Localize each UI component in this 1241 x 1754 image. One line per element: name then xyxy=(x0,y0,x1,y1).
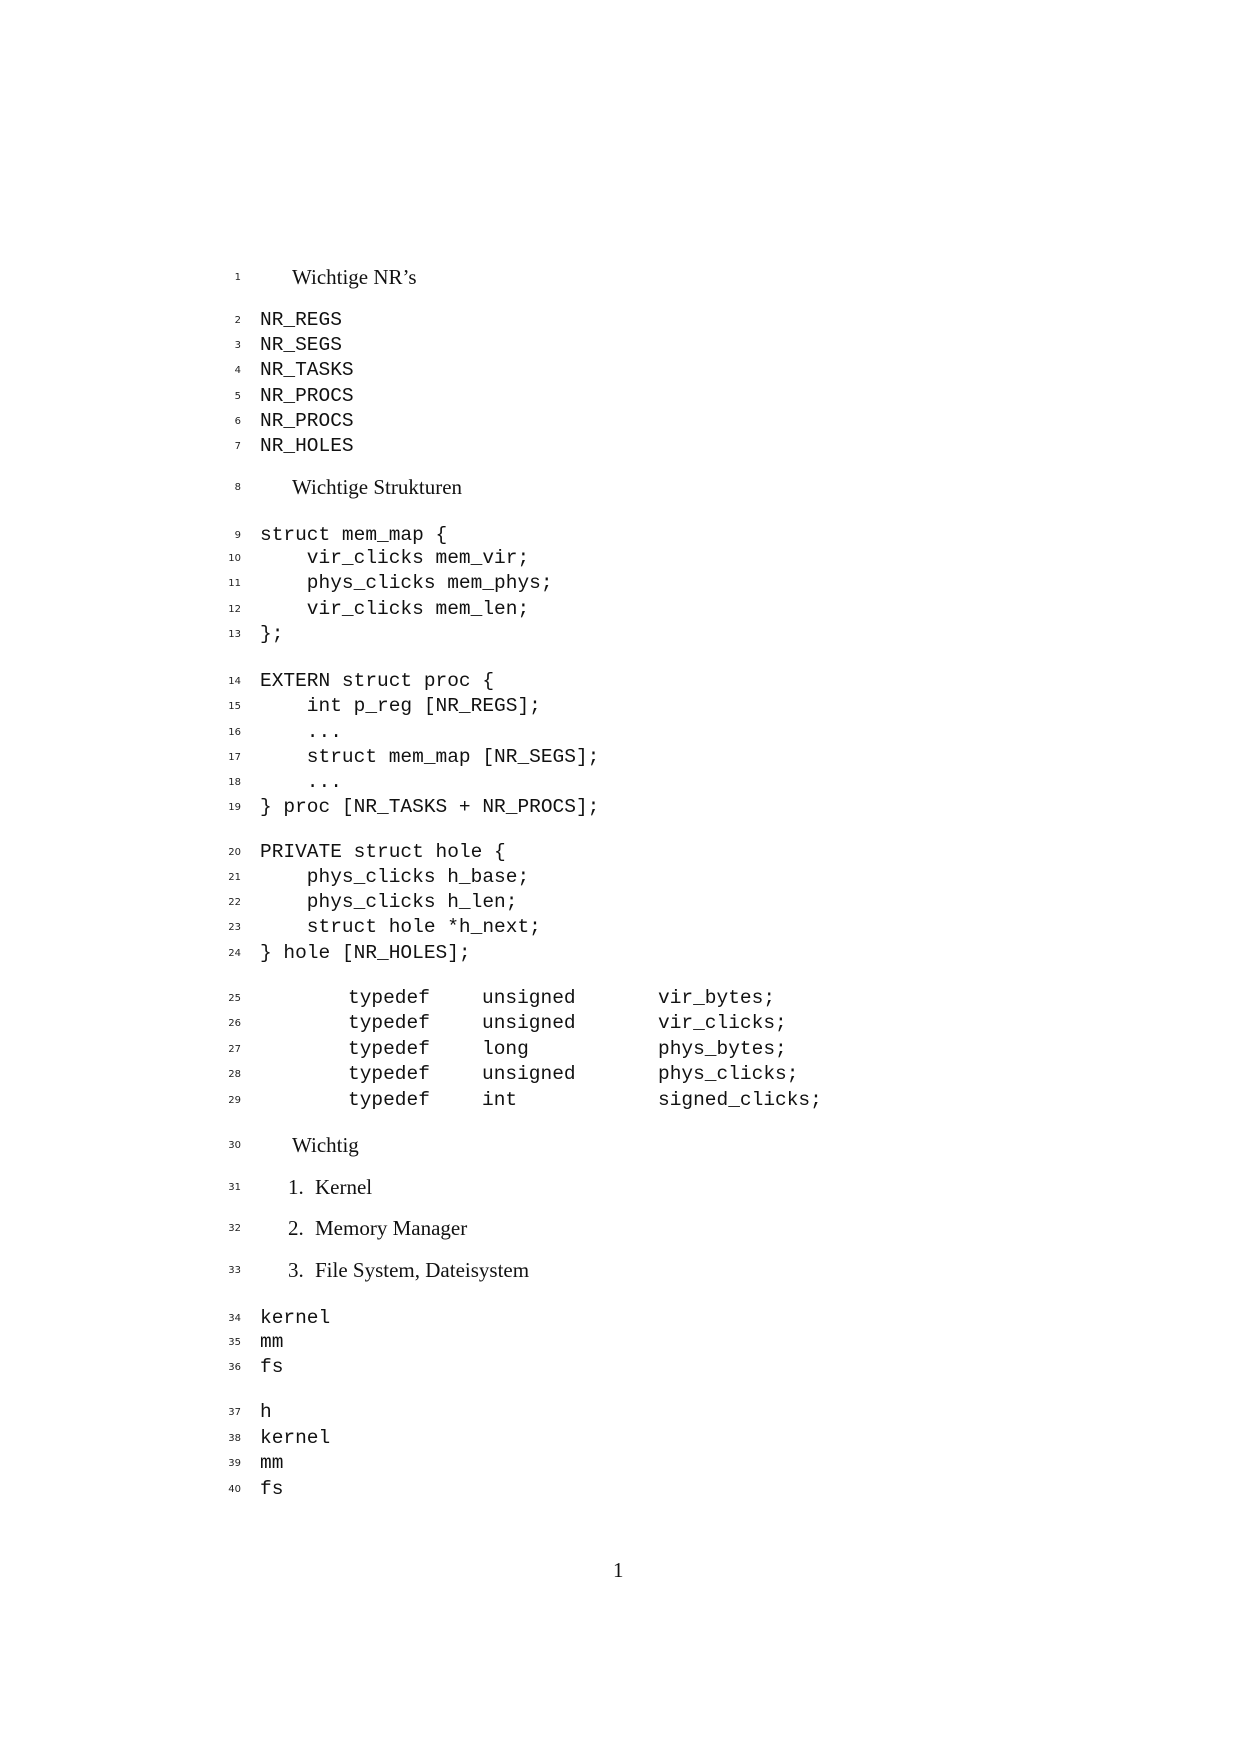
code-line: NR_SEGS xyxy=(260,334,342,356)
list-item: Kernel xyxy=(315,1175,373,1199)
code-line: struct hole *h_next; xyxy=(260,916,541,938)
line-number: 16 xyxy=(228,727,241,738)
line-number: 27 xyxy=(228,1044,241,1055)
line-number: 26 xyxy=(228,1018,241,1029)
line-number: 2 xyxy=(234,315,241,326)
line-number: 5 xyxy=(234,391,241,402)
line-number: 35 xyxy=(228,1337,241,1348)
code-line: struct mem_map [NR_SEGS]; xyxy=(260,746,600,768)
line-number: 21 xyxy=(228,872,241,883)
line-number: 19 xyxy=(228,802,241,813)
line-number: 15 xyxy=(228,701,241,712)
line-number: 7 xyxy=(234,441,241,452)
line-number: 1 xyxy=(234,272,241,283)
code-line: fs xyxy=(260,1356,284,1378)
typedef-column: typedef xyxy=(348,1038,430,1060)
line-number: 8 xyxy=(234,482,241,493)
line-number: 25 xyxy=(228,993,241,1004)
code-line: ... xyxy=(260,721,342,743)
line-number: 29 xyxy=(228,1095,241,1106)
line-number: 38 xyxy=(228,1433,241,1444)
section-heading: Wichtige NR’s xyxy=(292,265,417,289)
line-number: 34 xyxy=(228,1313,241,1324)
code-line: struct mem_map { xyxy=(260,524,448,546)
code-line: ... xyxy=(260,771,342,793)
code-line: } hole [NR_HOLES]; xyxy=(260,942,471,964)
code-line: phys_clicks h_len; xyxy=(260,891,518,913)
line-number: 23 xyxy=(228,922,241,933)
line-number: 4 xyxy=(234,365,241,376)
line-number: 3 xyxy=(234,340,241,351)
typedef-column: phys_clicks; xyxy=(658,1063,799,1085)
line-number: 12 xyxy=(228,604,241,615)
code-line: phys_clicks h_base; xyxy=(260,866,530,888)
typedef-column: typedef xyxy=(348,1012,430,1034)
typedef-column: unsigned xyxy=(482,1012,576,1034)
line-number: 18 xyxy=(228,777,241,788)
line-number: 10 xyxy=(228,553,241,564)
code-line: vir_clicks mem_len; xyxy=(260,598,530,620)
code-line: fs xyxy=(260,1478,284,1500)
typedef-column: unsigned xyxy=(482,987,576,1009)
line-number: 17 xyxy=(228,752,241,763)
line-number: 30 xyxy=(228,1140,241,1151)
typedef-column: typedef xyxy=(348,1089,430,1111)
list-number: 1. xyxy=(288,1175,304,1199)
line-number: 33 xyxy=(228,1265,241,1276)
code-line: EXTERN struct proc { xyxy=(260,670,495,692)
code-line: vir_clicks mem_vir; xyxy=(260,547,530,569)
list-number: 3. xyxy=(288,1258,304,1282)
line-number: 40 xyxy=(228,1484,241,1495)
line-number: 37 xyxy=(228,1407,241,1418)
line-number: 36 xyxy=(228,1362,241,1373)
typedef-column: vir_bytes; xyxy=(658,987,776,1009)
typedef-column: phys_bytes; xyxy=(658,1038,787,1060)
line-number: 14 xyxy=(228,676,241,687)
line-number: 11 xyxy=(228,578,241,589)
line-number: 20 xyxy=(228,847,241,858)
line-number: 28 xyxy=(228,1069,241,1080)
line-number: 31 xyxy=(228,1182,241,1193)
typedef-column: typedef xyxy=(348,987,430,1009)
code-line: PRIVATE struct hole { xyxy=(260,841,506,863)
line-number: 6 xyxy=(234,416,241,427)
code-line: }; xyxy=(260,623,284,645)
code-line: NR_HOLES xyxy=(260,435,354,457)
code-line: h xyxy=(260,1401,272,1423)
typedef-column: signed_clicks; xyxy=(658,1089,822,1111)
line-number: 24 xyxy=(228,948,241,959)
line-number: 22 xyxy=(228,897,241,908)
code-line: NR_TASKS xyxy=(260,359,354,381)
code-line: kernel xyxy=(260,1307,331,1329)
code-line: int p_reg [NR_REGS]; xyxy=(260,695,541,717)
typedef-column: vir_clicks; xyxy=(658,1012,787,1034)
line-number: 39 xyxy=(228,1458,241,1469)
typedef-column: long xyxy=(482,1038,529,1060)
code-line: NR_REGS xyxy=(260,309,342,331)
section-heading: Wichtige Strukturen xyxy=(292,475,463,499)
typedef-column: unsigned xyxy=(482,1063,576,1085)
line-number: 13 xyxy=(228,629,241,640)
code-line: NR_PROCS xyxy=(260,410,354,432)
line-number: 32 xyxy=(228,1223,241,1234)
line-number: 9 xyxy=(234,530,241,541)
section-heading: Wichtig xyxy=(292,1133,359,1157)
typedef-column: int xyxy=(482,1089,518,1111)
typedef-column: typedef xyxy=(348,1063,430,1085)
code-line: kernel xyxy=(260,1427,331,1449)
page-number: 1 xyxy=(613,1558,624,1582)
list-item: File System, Dateisystem xyxy=(315,1258,530,1282)
list-number: 2. xyxy=(288,1216,304,1240)
code-line: phys_clicks mem_phys; xyxy=(260,572,553,594)
code-line: mm xyxy=(260,1331,284,1353)
code-line: NR_PROCS xyxy=(260,385,354,407)
list-item: Memory Manager xyxy=(315,1216,468,1240)
code-line: } proc [NR_TASKS + NR_PROCS]; xyxy=(260,796,600,818)
code-line: mm xyxy=(260,1452,284,1474)
